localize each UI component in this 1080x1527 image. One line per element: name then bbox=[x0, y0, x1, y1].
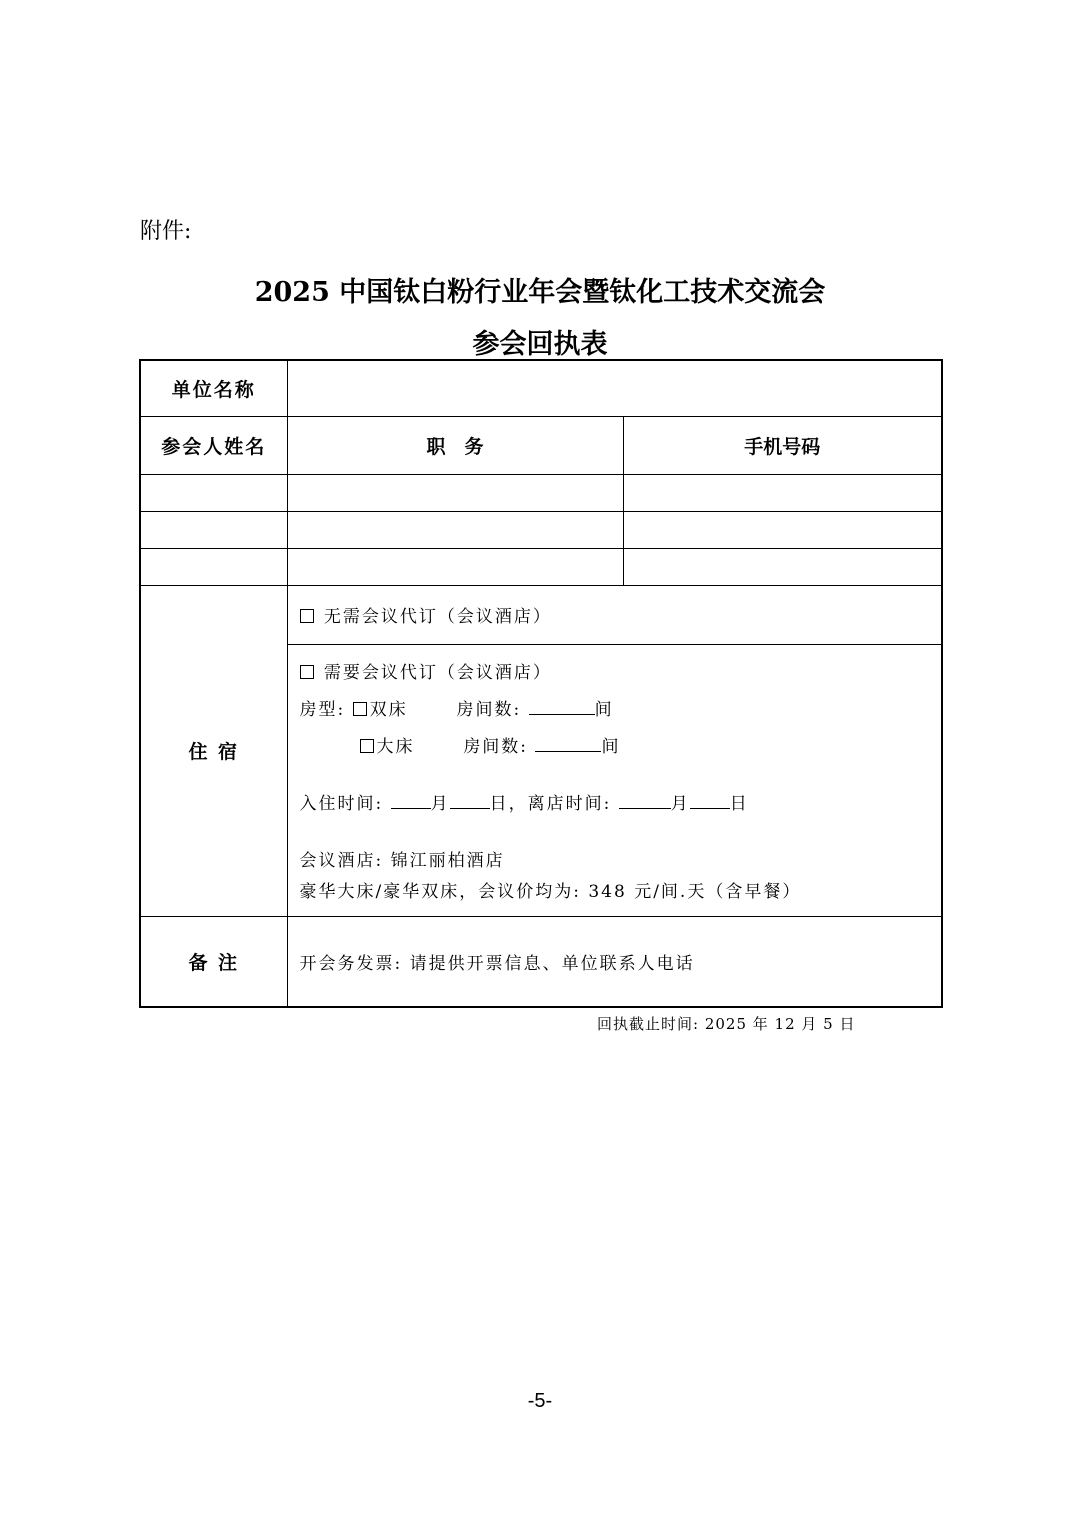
booking-label: 需要会议代订（会议酒店） bbox=[323, 663, 552, 683]
attachment-label: 附件: bbox=[140, 219, 192, 244]
room-price: 豪华大床/豪华双床，会议价均为: 348 元/间.天（含早餐） bbox=[299, 882, 802, 902]
attendee-position-field[interactable] bbox=[287, 548, 623, 585]
col-name-header: 参会人姓名 bbox=[140, 416, 287, 474]
no-booking-option[interactable] bbox=[287, 585, 942, 644]
attendee-name-field[interactable] bbox=[140, 511, 287, 548]
col-phone-header: 手机号码 bbox=[623, 416, 942, 474]
table-row bbox=[140, 511, 942, 548]
page-number: -5- bbox=[527, 1390, 553, 1412]
stay-dates bbox=[300, 789, 942, 814]
king-room-unit: 间 bbox=[601, 737, 621, 757]
attendee-phone-field[interactable] bbox=[623, 548, 942, 585]
king-room-count-label: 房间数: bbox=[463, 737, 529, 757]
twin-room-count-field[interactable] bbox=[529, 698, 595, 715]
checkin-day-field[interactable] bbox=[450, 792, 490, 809]
unit-name-label: 单位名称 bbox=[140, 360, 287, 416]
checkbox-booking[interactable] bbox=[300, 665, 314, 679]
page-subtitle: 参会回执表 bbox=[472, 329, 608, 360]
col-position-header: 职 务 bbox=[287, 416, 623, 474]
checkbox-no-booking[interactable] bbox=[300, 609, 314, 623]
remarks-label: 备 注 bbox=[140, 916, 287, 1007]
checkbox-king[interactable] bbox=[360, 739, 374, 753]
remarks-row bbox=[140, 916, 942, 1007]
checkout-label: 日，离店时间: bbox=[489, 794, 612, 814]
lodging-details bbox=[287, 644, 942, 916]
attendee-position-field[interactable] bbox=[287, 474, 623, 511]
deadline-note: 回执截止时间: 2025 年 12 月 5 日 bbox=[597, 1015, 856, 1033]
room-type-label: 房型: bbox=[299, 700, 346, 720]
attendee-name-field[interactable] bbox=[140, 474, 287, 511]
lodging-option-row bbox=[140, 585, 942, 644]
attendee-position-field[interactable] bbox=[287, 511, 623, 548]
hotel-name: 会议酒店: 锦江丽柏酒店 bbox=[299, 851, 505, 871]
page-title: 2025 中国钛白粉行业年会暨钛化工技术交流会 bbox=[254, 277, 826, 308]
checkin-month-field[interactable] bbox=[391, 792, 431, 809]
unit-name-row bbox=[140, 360, 942, 416]
checkout-day-label: 日 bbox=[729, 794, 749, 814]
room-type-king bbox=[300, 732, 942, 757]
unit-name-field[interactable] bbox=[287, 360, 942, 416]
attendee-name-field[interactable] bbox=[140, 548, 287, 585]
checkout-day-field[interactable] bbox=[690, 792, 730, 809]
attendee-phone-field[interactable] bbox=[623, 511, 942, 548]
checkin-label: 入住时间: bbox=[299, 794, 384, 814]
header-row bbox=[140, 416, 942, 474]
remarks-text: 开会务发票: 请提供开票信息、单位联系人电话 bbox=[287, 916, 942, 1007]
attendee-phone-field[interactable] bbox=[623, 474, 942, 511]
checkout-month-field[interactable] bbox=[619, 792, 671, 809]
booking-option[interactable] bbox=[300, 658, 942, 683]
registration-form-table bbox=[139, 359, 943, 1008]
king-room-count-field[interactable] bbox=[535, 735, 601, 752]
checkin-month-label: 月 bbox=[430, 794, 450, 814]
table-row bbox=[140, 474, 942, 511]
lodging-label: 住 宿 bbox=[140, 585, 287, 916]
table-row bbox=[140, 548, 942, 585]
twin-room-unit: 间 bbox=[594, 700, 614, 720]
king-label: 大床 bbox=[376, 737, 415, 757]
room-type-twin bbox=[300, 695, 942, 720]
checkbox-twin[interactable] bbox=[353, 702, 367, 716]
no-booking-label: 无需会议代订（会议酒店） bbox=[323, 607, 552, 627]
twin-label: 双床 bbox=[369, 700, 408, 720]
twin-room-count-label: 房间数: bbox=[456, 700, 522, 720]
checkout-month-label: 月 bbox=[670, 794, 690, 814]
